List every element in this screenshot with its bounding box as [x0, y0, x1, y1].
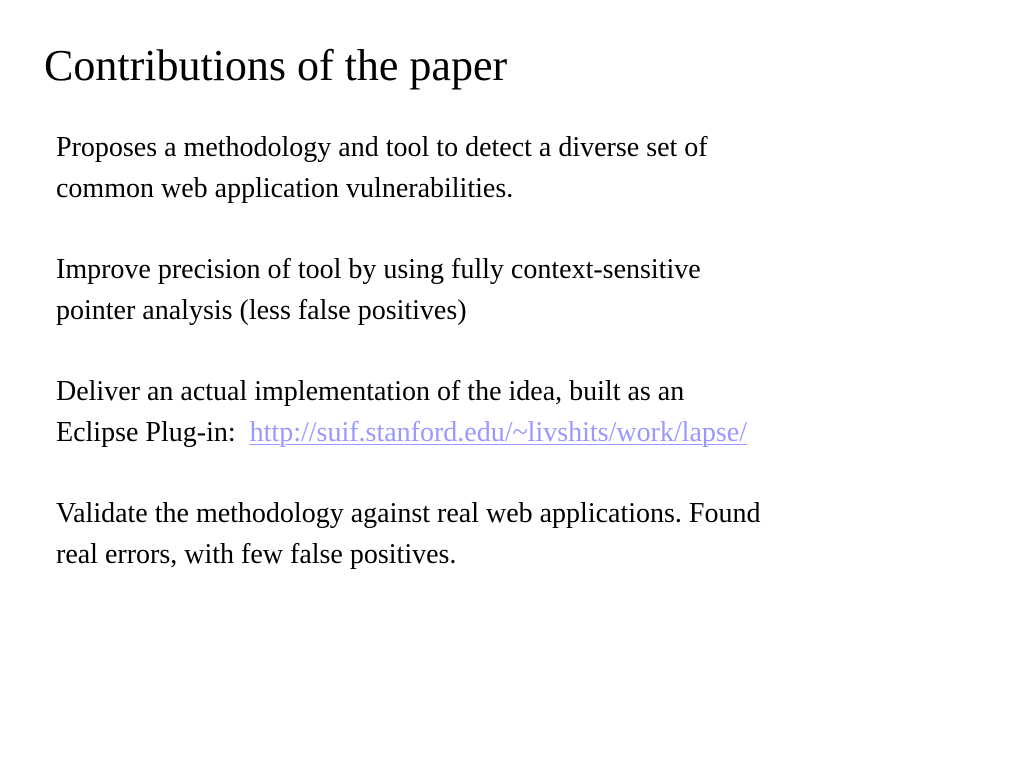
slide-title: Contributions of the paper	[44, 41, 508, 90]
paragraph-line: Proposes a methodology and tool to detect a diverse set of	[56, 132, 708, 163]
paragraph-line-with-link	[56, 413, 956, 454]
eclipse-plugin-label: Eclipse Plug-in:	[56, 416, 250, 448]
paragraph-line: Deliver an actual implementation of the idea, built as an	[56, 376, 685, 407]
paragraph-line: Improve precision of tool by using fully context-sensitive	[56, 254, 701, 285]
contribution-paragraph-validation	[56, 494, 956, 575]
paragraph-line: common web application vulnerabilities.	[56, 172, 514, 204]
contribution-paragraph-precision	[56, 250, 956, 331]
contribution-paragraph-methodology	[56, 128, 956, 209]
paragraph-line: pointer analysis (less false positives)	[56, 294, 467, 326]
paragraph-line: Validate the methodology against real web applications. Found	[56, 498, 761, 529]
contribution-paragraph-implementation	[56, 372, 956, 453]
slide-body	[56, 128, 956, 616]
paragraph-line: real errors, with few false positives.	[56, 538, 457, 570]
lapse-project-link[interactable]: http://suif.stanford.edu/~livshits/work/lapse/	[249, 416, 747, 448]
